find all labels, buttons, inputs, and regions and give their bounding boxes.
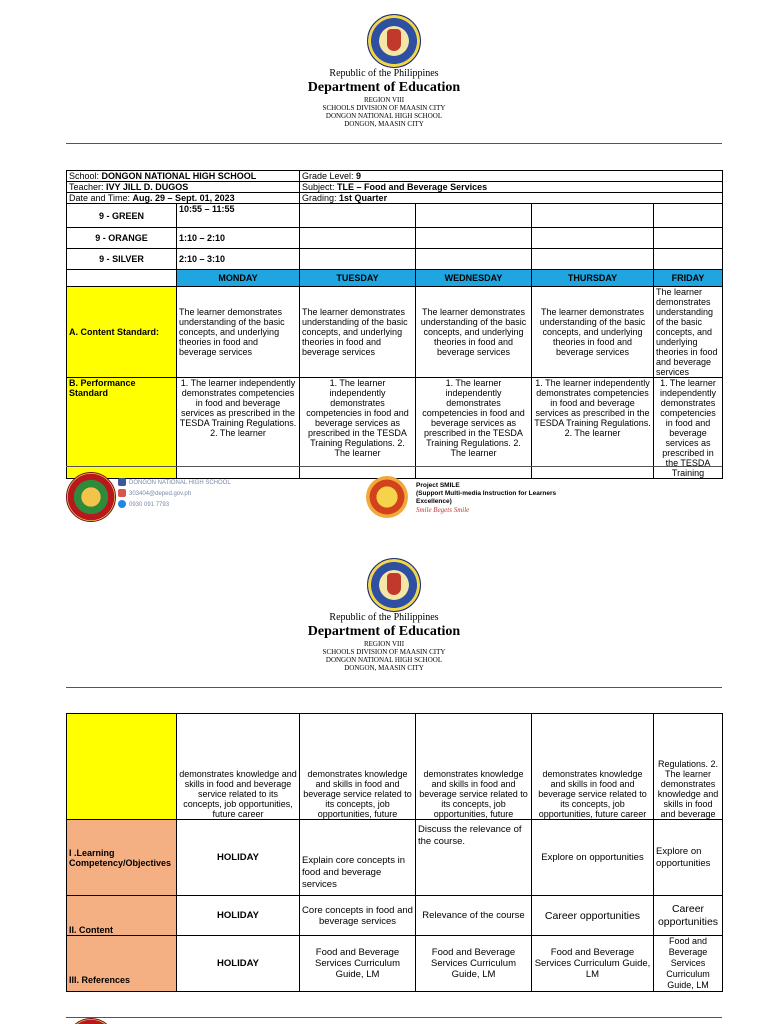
content-row [67,896,723,936]
facebook-text: DONGON NATIONAL HIGH SCHOOL [129,480,231,486]
table-cell: Food and Beverage Services Curriculum Guide, LM [532,936,654,992]
day-header: THURSDAY [532,270,654,287]
grade-label: Grade Level: [302,171,354,181]
section-row [67,228,723,249]
table-cell: 1. The learner independently demonstrates competencies in food and beverage services as prescribed in the TESDA Training Regulations. 2. The learner [300,378,416,479]
table-cell: The learner demonstrates understanding of the basic concepts, and underlying theories in food and beverage services [532,287,654,378]
table-cell: demonstrates knowledge and skills in food and beverage service related to its concepts, job opportunities, future [300,714,416,820]
table-cell: Explore on opportunities [654,820,723,896]
table-cell: Food and Beverage Services Curriculum Guide, LM [654,936,723,992]
lesson-plan-table [66,170,723,479]
address-line: DONGON, MAASIN CITY [344,120,424,128]
teacher-label: Teacher: [69,182,104,192]
footer-divider [66,466,722,467]
info-row-date [67,193,723,204]
table-cell: Explain core concepts in food and beverage services [300,820,416,896]
section-name: 9 - GREEN [67,204,177,228]
facebook-icon [118,478,126,486]
section-time: 10:55 – 11:55 [177,204,300,228]
project-tagline: Smile Begets Smile [416,506,470,514]
day-header: WEDNESDAY [416,270,532,287]
day-header-row [67,270,723,287]
table-cell: Core concepts in food and beverage services [300,896,416,936]
school-logo-icon [66,1018,116,1024]
division-line: SCHOOLS DIVISION OF MAASIN CITY [322,104,446,112]
table-cell: Regulations. 2. The learner demonstrates knowledge and skills in food and beverage [654,714,723,820]
project-desc: (Support Multi-media Instruction for Learners Excellence) [416,490,557,505]
performance-continuation-row [67,714,723,820]
letterhead [0,68,768,128]
row-label: I .Learning Competency/Objectives [67,820,177,896]
performance-standard-row [67,378,723,479]
row-label [67,714,177,820]
table-cell: HOLIDAY [177,896,300,936]
region-line: REGION VIII [363,96,405,104]
date-value: Aug. 29 – Sept. 01, 2023 [132,193,235,203]
table-cell: 1. The learner independently demonstrates competencies in food and beverage services as prescribed in the TESDA Training [654,378,723,479]
footer [66,472,722,524]
project-smile-logo-icon [366,476,408,518]
table-cell: 1. The learner independently demonstrates competencies in food and beverage services as prescribed in the TESDA Training Regulations. 2. The learner [177,378,300,479]
table-cell: HOLIDAY [177,820,300,896]
republic-line: Republic of the Philippines [329,68,439,79]
teacher-value: IVY JILL D. DUGOS [106,182,189,192]
section-row [67,204,723,228]
school-logo-icon [66,472,116,522]
content-standard-row [67,287,723,378]
project-smile [416,482,566,514]
republic-line: Republic of the Philippines [329,612,439,623]
table-cell: Explore on opportunities [532,820,654,896]
table-cell: demonstrates knowledge and skills in food and beverage service related to its concepts, job opportunities, future career [532,714,654,820]
project-title: Project SMILE [416,482,460,489]
letterhead [0,612,768,672]
table-cell: Food and Beverage Services Curriculum Guide, LM [416,936,532,992]
section-row [67,249,723,270]
day-header: MONDAY [177,270,300,287]
deped-seal-icon [367,14,421,68]
department-title: Department of Education [307,624,461,639]
grade-value: 9 [356,171,362,181]
table-cell: The learner demonstrates understanding of the basic concepts, and underlying theories in food and beverage services [177,287,300,378]
day-header: TUESDAY [300,270,416,287]
row-label: A. Content Standard: [67,287,177,378]
table-cell: Discuss the relevance of the course. [416,820,532,896]
row-label: III. References [67,936,177,992]
table-cell: Food and Beverage Services Curriculum Guide, LM [300,936,416,992]
school-line: DONGON NATIONAL HIGH SCHOOL [325,656,443,664]
school-label: School: [69,171,100,181]
subject-label: Subject: [302,182,335,192]
table-cell: The learner demonstrates understanding of the basic concepts, and underlying theories in food and beverage services [300,287,416,378]
row-label: II. Content [67,896,177,936]
table-cell: The learner demonstrates understanding of the basic concepts, and underlying theories in food and beverage services [416,287,532,378]
address-line: DONGON, MAASIN CITY [344,664,424,672]
section-time: 2:10 – 3:10 [177,249,300,270]
references-row [67,936,723,992]
table-cell: demonstrates knowledge and skills in food and beverage service related to its concepts, job opportunities, future career [177,714,300,820]
table-cell: The learner demonstrates understanding of the basic concepts, and underlying theories in food and beverage services [654,287,723,378]
email-icon [118,489,126,497]
school-line: DONGON NATIONAL HIGH SCHOOL [325,112,443,120]
footer-partial [66,1018,722,1024]
learning-competency-row [67,820,723,896]
phone-icon [118,500,126,508]
department-title: Department of Education [307,80,461,95]
region-line: REGION VIII [363,640,405,648]
school-value: DONGON NATIONAL HIGH SCHOOL [101,171,257,181]
subject-value: TLE – Food and Beverage Services [337,182,488,192]
table-cell: Career opportunities [654,896,723,936]
table-cell: 1. The learner independently demonstrates competencies in food and beverage services as prescribed in the TESDA Training Regulations. 2. The learner [416,378,532,479]
header-divider [66,143,722,144]
phone-text: 0930 091 7793 [129,502,170,508]
day-header: FRIDAY [654,270,723,287]
section-name: 9 - ORANGE [67,228,177,249]
table-cell: demonstrates knowledge and skills in food and beverage service related to its concepts, job opportunities, future [416,714,532,820]
row-label: B. Performance Standard [67,378,177,479]
date-label: Date and Time: [69,193,131,203]
grading-label: Grading: [302,193,337,203]
lesson-plan-table-continued [66,713,723,992]
info-row-school [67,171,723,182]
table-cell: HOLIDAY [177,936,300,992]
table-cell: 1. The learner independently demonstrates competencies in food and beverage services as prescribed in the TESDA Training Regulations. 2. The learner [532,378,654,479]
section-name: 9 - SILVER [67,249,177,270]
grading-value: 1st Quarter [339,193,388,203]
table-cell: Career opportunities [532,896,654,936]
email-text: 303404@deped.gov.ph [129,491,192,497]
header-divider [66,687,722,688]
section-time: 1:10 – 2:10 [177,228,300,249]
contact-info [118,478,231,511]
division-line: SCHOOLS DIVISION OF MAASIN CITY [322,648,446,656]
table-cell: Relevance of the course [416,896,532,936]
deped-seal-icon [367,558,421,612]
info-row-teacher [67,182,723,193]
